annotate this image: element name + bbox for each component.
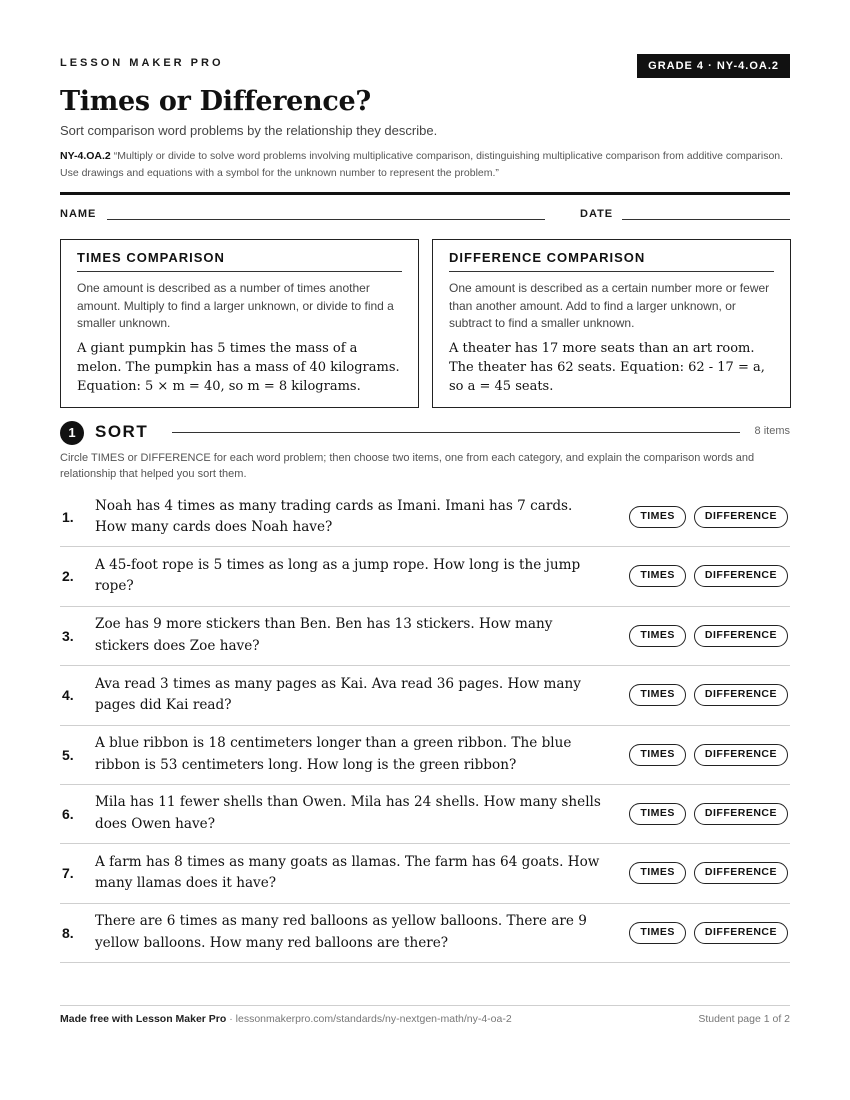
item-text: A blue ribbon is 18 centimeters longer than a green ribbon. The blue ribbon is 53 centimeters long. How long is the green ribbon? bbox=[95, 735, 572, 773]
footer-url: · lessonmakerpro.com/standards/ny-nextgen-math/ny-4-oa-2 bbox=[226, 1013, 512, 1025]
answer-options bbox=[629, 904, 788, 962]
item-number: 3. bbox=[62, 627, 74, 644]
item-text: A 45-foot rope is 5 times as long as a jump rope. How long is the jump rope? bbox=[95, 556, 581, 595]
item-number: 1. bbox=[62, 509, 74, 525]
date-label: DATE bbox=[580, 208, 614, 220]
times-comparison-box bbox=[60, 239, 419, 408]
item-text: There are 6 times as many red balloons as yellow balloons. There are 9 yellow balloons. How many red balloons are there? bbox=[95, 913, 587, 951]
difference-box-description: One amount is described as a certain number more or fewer than another amount. Add to find a larger unknown, or subtract to find a smaller unknown. bbox=[449, 281, 770, 330]
times-option[interactable]: TIMES bbox=[629, 565, 686, 587]
list-item bbox=[60, 785, 790, 844]
difference-comparison-box bbox=[432, 239, 791, 408]
item-number: 6. bbox=[62, 805, 74, 822]
difference-option[interactable]: DIFFERENCE bbox=[694, 803, 788, 825]
difference-option[interactable]: DIFFERENCE bbox=[694, 565, 788, 587]
list-item bbox=[60, 726, 790, 785]
list-item bbox=[60, 904, 790, 963]
answer-options bbox=[629, 547, 788, 605]
footer-brand: Made free with Lesson Maker Pro bbox=[60, 1013, 227, 1025]
list-item bbox=[60, 488, 790, 547]
answer-options bbox=[629, 726, 788, 784]
list-item bbox=[60, 547, 790, 606]
standard-code: NY-4.OA.2 bbox=[60, 150, 111, 162]
difference-option[interactable]: DIFFERENCE bbox=[694, 506, 788, 528]
times-option[interactable]: TIMES bbox=[629, 625, 686, 647]
times-option[interactable]: TIMES bbox=[629, 506, 686, 528]
brand-name: LESSON MAKER PRO bbox=[60, 57, 224, 69]
difference-option[interactable]: DIFFERENCE bbox=[694, 744, 788, 766]
difference-option[interactable]: DIFFERENCE bbox=[694, 625, 788, 647]
item-text: A farm has 8 times as many goats as llamas. The farm has 64 goats. How many llamas does it have? bbox=[95, 853, 600, 892]
answer-options bbox=[629, 488, 788, 546]
item-text: Noah has 4 times as many trading cards as Imani. Imani has 7 cards. How many cards does Noah have? bbox=[95, 497, 573, 535]
times-option[interactable]: TIMES bbox=[629, 744, 686, 766]
page-title: Times or Difference? bbox=[60, 86, 371, 117]
answer-options bbox=[629, 666, 788, 724]
standard-text: “Multiply or divide to solve word problems involving multiplicative comparison, distinguishing multiplicative comparison from additive comparison. Use drawings and equations with a symbol for the unknown number to represent the problem.” bbox=[60, 150, 784, 179]
section-instructions: Circle TIMES or DIFFERENCE for each word problem; then choose two items, one from each category, and explain the comparison words and relationship that helped you sort them. bbox=[60, 452, 755, 480]
answer-options bbox=[629, 844, 788, 902]
list-item bbox=[60, 666, 790, 725]
name-field[interactable] bbox=[107, 219, 545, 220]
page-number: Student page 1 of 2 bbox=[698, 1013, 790, 1025]
times-option[interactable]: TIMES bbox=[629, 922, 686, 944]
times-box-title: TIMES COMPARISON bbox=[77, 250, 402, 272]
header-divider bbox=[60, 192, 790, 195]
standard-description bbox=[60, 148, 790, 182]
item-text: Ava read 3 times as many pages as Kai. Ava read 36 pages. How many pages did Kai read? bbox=[95, 675, 581, 714]
times-option[interactable]: TIMES bbox=[629, 803, 686, 825]
name-label: NAME bbox=[60, 208, 97, 220]
item-number: 7. bbox=[62, 865, 74, 882]
times-box-example: A giant pumpkin has 5 times the mass of a melon. The pumpkin has a mass of 40 kilograms. Equation: 5 × m = 40, so m = 8 kilograms. bbox=[77, 340, 400, 394]
difference-option[interactable]: DIFFERENCE bbox=[694, 684, 788, 706]
section-title: SORT bbox=[95, 422, 149, 441]
times-option[interactable]: TIMES bbox=[629, 862, 686, 884]
difference-box-example: A theater has 17 more seats than an art room. The theater has 62 seats. Equation: 62 - 17 = a, so a = 45 seats. bbox=[449, 340, 765, 394]
grade-badge: GRADE 4 · NY-4.OA.2 bbox=[637, 54, 790, 78]
date-field[interactable] bbox=[622, 219, 790, 220]
answer-options bbox=[629, 607, 788, 665]
worksheet-page bbox=[60, 0, 790, 1100]
difference-option[interactable]: DIFFERENCE bbox=[694, 922, 788, 944]
times-box-description: One amount is described as a number of times another amount. Multiply to find a larger unknown, or divide to find a smaller unknown. bbox=[77, 281, 394, 330]
section-number-badge: 1 bbox=[60, 421, 84, 445]
difference-option[interactable]: DIFFERENCE bbox=[694, 862, 788, 884]
item-number: 8. bbox=[62, 924, 74, 941]
page-subtitle: Sort comparison word problems by the relationship they describe. bbox=[60, 123, 438, 138]
difference-box-title: DIFFERENCE COMPARISON bbox=[449, 250, 774, 272]
item-text: Zoe has 9 more stickers than Ben. Ben has 13 stickers. How many stickers does Zoe have? bbox=[95, 616, 553, 654]
times-option[interactable]: TIMES bbox=[629, 684, 686, 706]
footer-divider bbox=[60, 1005, 790, 1006]
item-number: 5. bbox=[62, 746, 74, 763]
section-divider bbox=[172, 432, 740, 433]
item-number: 4. bbox=[62, 687, 74, 704]
item-text: Mila has 11 fewer shells than Owen. Mila has 24 shells. How many shells does Owen have? bbox=[95, 794, 601, 832]
footer-credit bbox=[60, 1013, 512, 1025]
list-item bbox=[60, 607, 790, 666]
answer-options bbox=[629, 785, 788, 843]
problem-list bbox=[60, 488, 790, 963]
list-item bbox=[60, 844, 790, 903]
item-number: 2. bbox=[62, 568, 74, 585]
item-count: 8 items bbox=[754, 425, 790, 437]
